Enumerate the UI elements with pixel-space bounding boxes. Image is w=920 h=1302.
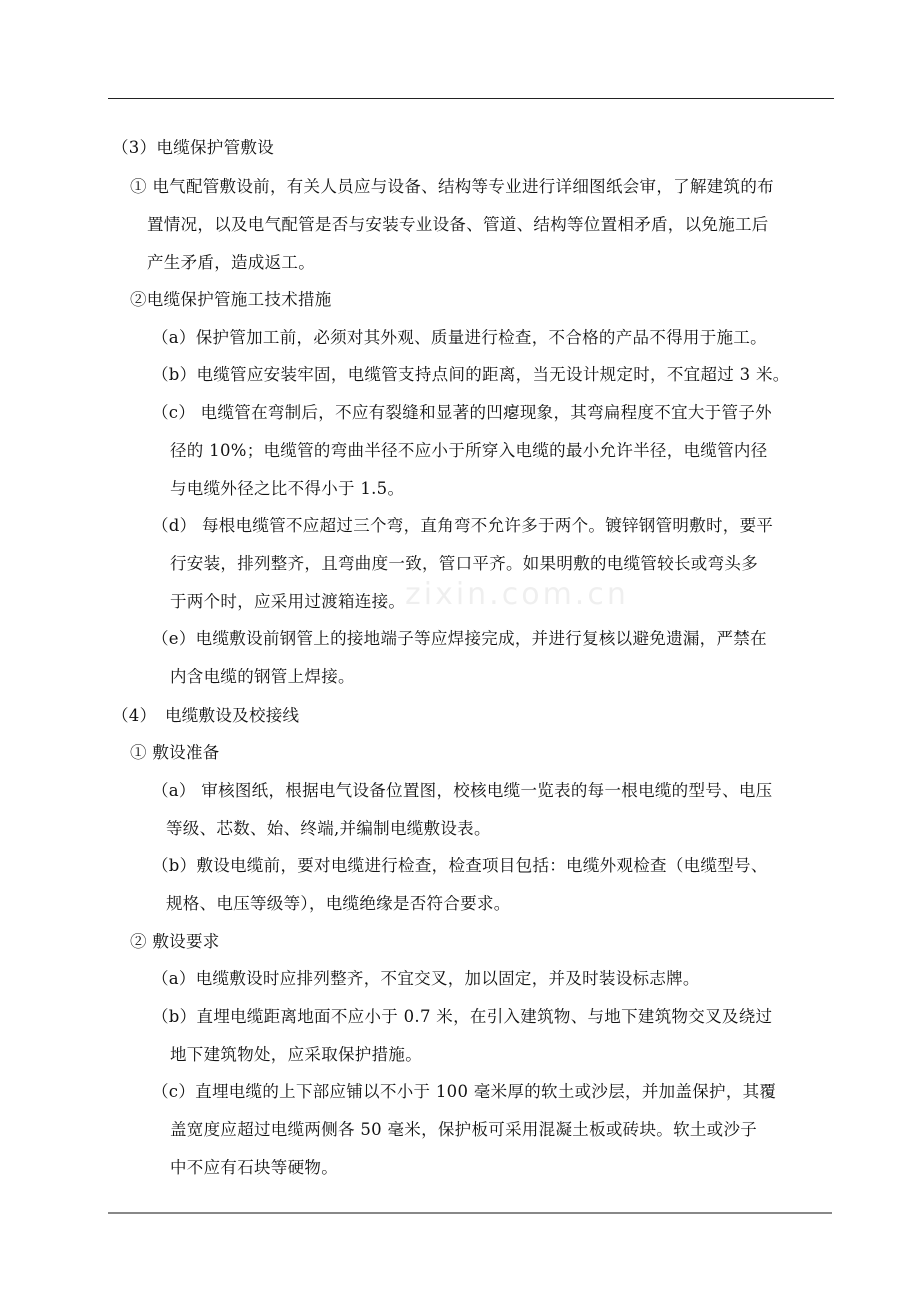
item-2c-line-2: 径的 10%；电缆管的弯曲半径不应小于所穿入电缆的最小允许半径，电缆管内径	[170, 441, 768, 460]
item-4-1a-line-2: 等级、芯数、始、终端,并编制电缆敷设表。	[166, 819, 491, 838]
item-1-line-2: 置情况，以及电气配管是否与安装专业设备、管道、结构等位置相矛盾，以免施工后	[147, 215, 769, 234]
item-4-1b-line-2: 规格、电压等级等），电缆绝缘是否符合要求。	[166, 894, 511, 913]
item-2d-line-1: （d） 每根电缆管不应超过三个弯，直角弯不允许多于两个。镀锌钢管明敷时，要平	[152, 516, 774, 535]
item-2d-line-3: 于两个时，应采用过渡箱连接。	[170, 592, 406, 611]
item-4-2c-line-3: 中不应有石块等硬物。	[170, 1158, 338, 1177]
item-2-heading: ②电缆保护管施工技术措施	[130, 290, 332, 309]
item-2e-line-1: （e）电缆敷设前钢管上的接地端子等应焊接完成，并进行复核以避免遗漏，严禁在	[152, 629, 767, 648]
item-4-1-heading: ① 敷设准备	[130, 743, 220, 762]
item-2a: （a）保护管加工前，必须对其外观、质量进行检查，不合格的产品不得用于施工。	[152, 328, 767, 347]
item-4-1b-line-1: （b）敷设电缆前，要对电缆进行检查，检查项目包括：电缆外观检查（电缆型号、	[152, 856, 768, 875]
header-rule	[108, 98, 834, 99]
item-4-2c-line-2: 盖宽度应超过电缆两侧各 50 毫米，保护板可采用混凝土板或砖块。软土或沙子	[170, 1120, 758, 1139]
item-2c-line-3: 与电缆外径之比不得小于 1.5。	[170, 479, 405, 498]
section-heading-3: （3）电缆保护管敷设	[112, 138, 274, 157]
footer-rule	[108, 1212, 832, 1214]
item-2d-line-2: 行安装，排列整齐，且弯曲度一致，管口平齐。如果明敷的电缆管较长或弯头多	[170, 554, 758, 573]
item-4-2a: （a）电缆敷设时应排列整齐，不宜交叉，加以固定，并及时装设标志牌。	[152, 969, 700, 988]
item-4-2c-line-1: （c）直埋电缆的上下部应铺以不小于 100 毫米厚的软土或沙层，并加盖保护，其覆	[152, 1082, 777, 1101]
item-1-line-3: 产生矛盾，造成返工。	[147, 253, 315, 272]
section-heading-4: （4） 电缆敷设及校接线	[112, 706, 300, 725]
item-2b: （b）电缆管应安装牢固，电缆管支持点间的距离，当无设计规定时，不宜超过 3 米。	[152, 365, 790, 384]
item-4-2b-line-1: （b）直埋电缆距离地面不应小于 0.7 米，在引入建筑物、与地下建筑物交叉及绕过	[152, 1007, 773, 1026]
item-4-2b-line-2: 地下建筑物处，应采取保护措施。	[170, 1045, 422, 1064]
item-2e-line-2: 内含电缆的钢管上焊接。	[170, 667, 355, 686]
watermark: zixin.com.cn	[405, 577, 629, 612]
item-1-line-1: ① 电气配管敷设前，有关人员应与设备、结构等专业进行详细图纸会审，了解建筑的布	[130, 177, 774, 196]
item-2c-line-1: （c） 电缆管在弯制后，不应有裂缝和显著的凹瘪现象，其弯扁程度不宜大于管子外	[152, 403, 772, 422]
item-4-2-heading: ② 敷设要求	[130, 932, 220, 951]
item-4-1a-line-1: （a） 审核图纸，根据电气设备位置图，校核电缆一览表的每一根电缆的型号、电压	[152, 781, 773, 800]
